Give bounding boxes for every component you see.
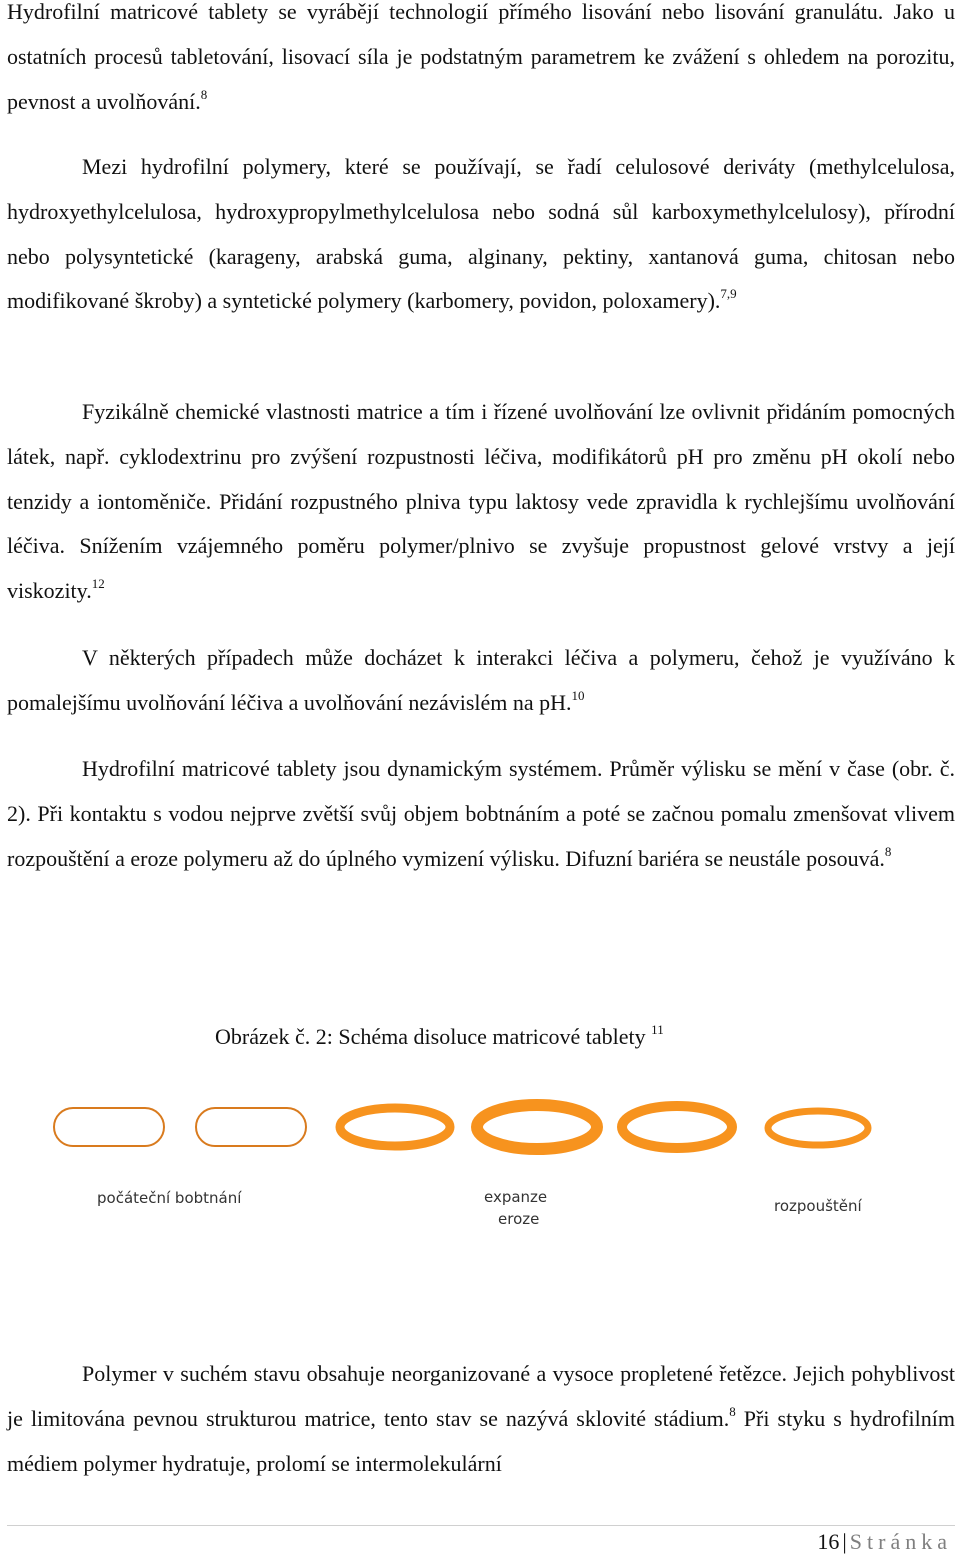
label-expansion: expanze [484, 1188, 548, 1206]
footer-separator: | [842, 1529, 847, 1554]
eroding-tablet-2 [768, 1111, 868, 1145]
citation-ref: 10 [571, 687, 585, 703]
paragraph-6: Polymer v suchém stavu obsahuje neorganizované a vysoce propletené řetězce. Jejich pohyblivost je limitována pevnou strukturou matrice, tento stav se nazývá sklovité stádium.$^8$ Při styku s hydrofilním médiem polymer hydratuje, prolomí se intermolekulární [7, 1361, 955, 1476]
footer-page-word: Stránka [849, 1529, 952, 1554]
footer-divider [7, 1525, 955, 1526]
dry-tablet-2 [196, 1108, 306, 1146]
citation-ref: 8 [729, 1403, 736, 1419]
paragraph-3: Fyzikálně chemické vlastnosti matrice a tím i řízené uvolňování lze ovlivnit přidáním pomocných látek, např. cyklodextrinu pro zvýšení rozpustnosti léčiva, modifikátorů pH pro změnu pH okolí nebo tenzidy a iontoměniče. Přidání rozpustného plniva typu laktosy vede zpravidla k rychlejšímu uvolňování léčiva. Snížením vzájemného poměru polymer/plnivo se zvyšuje propustnost gelové vrstvy a její viskozity.$^{12}$ [7, 399, 955, 604]
page-footer [817, 1527, 952, 1557]
tablet-dissolution-diagram [40, 1085, 920, 1245]
swollen-tablet-2 [477, 1105, 597, 1149]
paragraph-1: Hydrofilní matricové tablety se vyrábějí technologií přímého lisování nebo lisování granulátu. Jako u ostatních procesů tabletování, lisovací síla je podstatným parametrem ke zvážení s ohledem na porozitu, pevnost a uvolňování.$^8$ [7, 0, 955, 114]
citation-ref: 7,9 [720, 286, 737, 302]
paragraph-5: Hydrofilní matricové tablety jsou dynamickým systémem. Průměr výlisku se mění v čase (obr. č. 2). Při kontaktu s vodou nejprve zvětší svůj objem bobtnáním a poté se začnou pomalu zmenšovat vlivem rozpouštění a eroze polymeru až do úplného vymizení výlisku. Difuzní bariéra se neustále posouvá.$^8$ [7, 756, 955, 871]
paragraph-4: V některých případech může docházet k interakci léčiva a polymeru, čehož je využíváno k pomalejšímu uvolňování léčiva a uvolňování nezávislém na pH.$^{10}$ [7, 645, 955, 715]
label-dissolution: rozpouštění [774, 1197, 862, 1215]
label-erosion: eroze [498, 1210, 540, 1228]
caption-ref: 11 [651, 1022, 664, 1037]
swollen-tablet-1 [340, 1108, 450, 1146]
figure-caption: Obrázek č. 2: Schéma disoluce matricové tablety $^{11}$ [215, 1022, 664, 1049]
paragraph-2: Mezi hydrofilní polymery, které se používají, se řadí celulosové deriváty (methylcelulosa, hydroxyethylcelulosa, hydroxypropylmethylcelulosa nebo sodná sůl karboxymethylcelulosy), přírodní nebo polysyntetické (karageny, arabská guma, alginany, pektiny, xantanová guma, chitosan nebo modifikované škroby) a syntetické polymery (karbomery, povidon, poloxamery).$^{7,9}$ [7, 154, 955, 314]
eroding-tablet-1 [622, 1106, 732, 1148]
citation-ref: 8 [884, 843, 892, 859]
dry-tablet-1 [54, 1108, 164, 1146]
label-initial-swelling: počáteční bobtnání [97, 1189, 242, 1207]
citation-ref: 8 [200, 86, 208, 102]
page-number: 16 [817, 1529, 840, 1554]
citation-ref: 12 [91, 576, 105, 592]
